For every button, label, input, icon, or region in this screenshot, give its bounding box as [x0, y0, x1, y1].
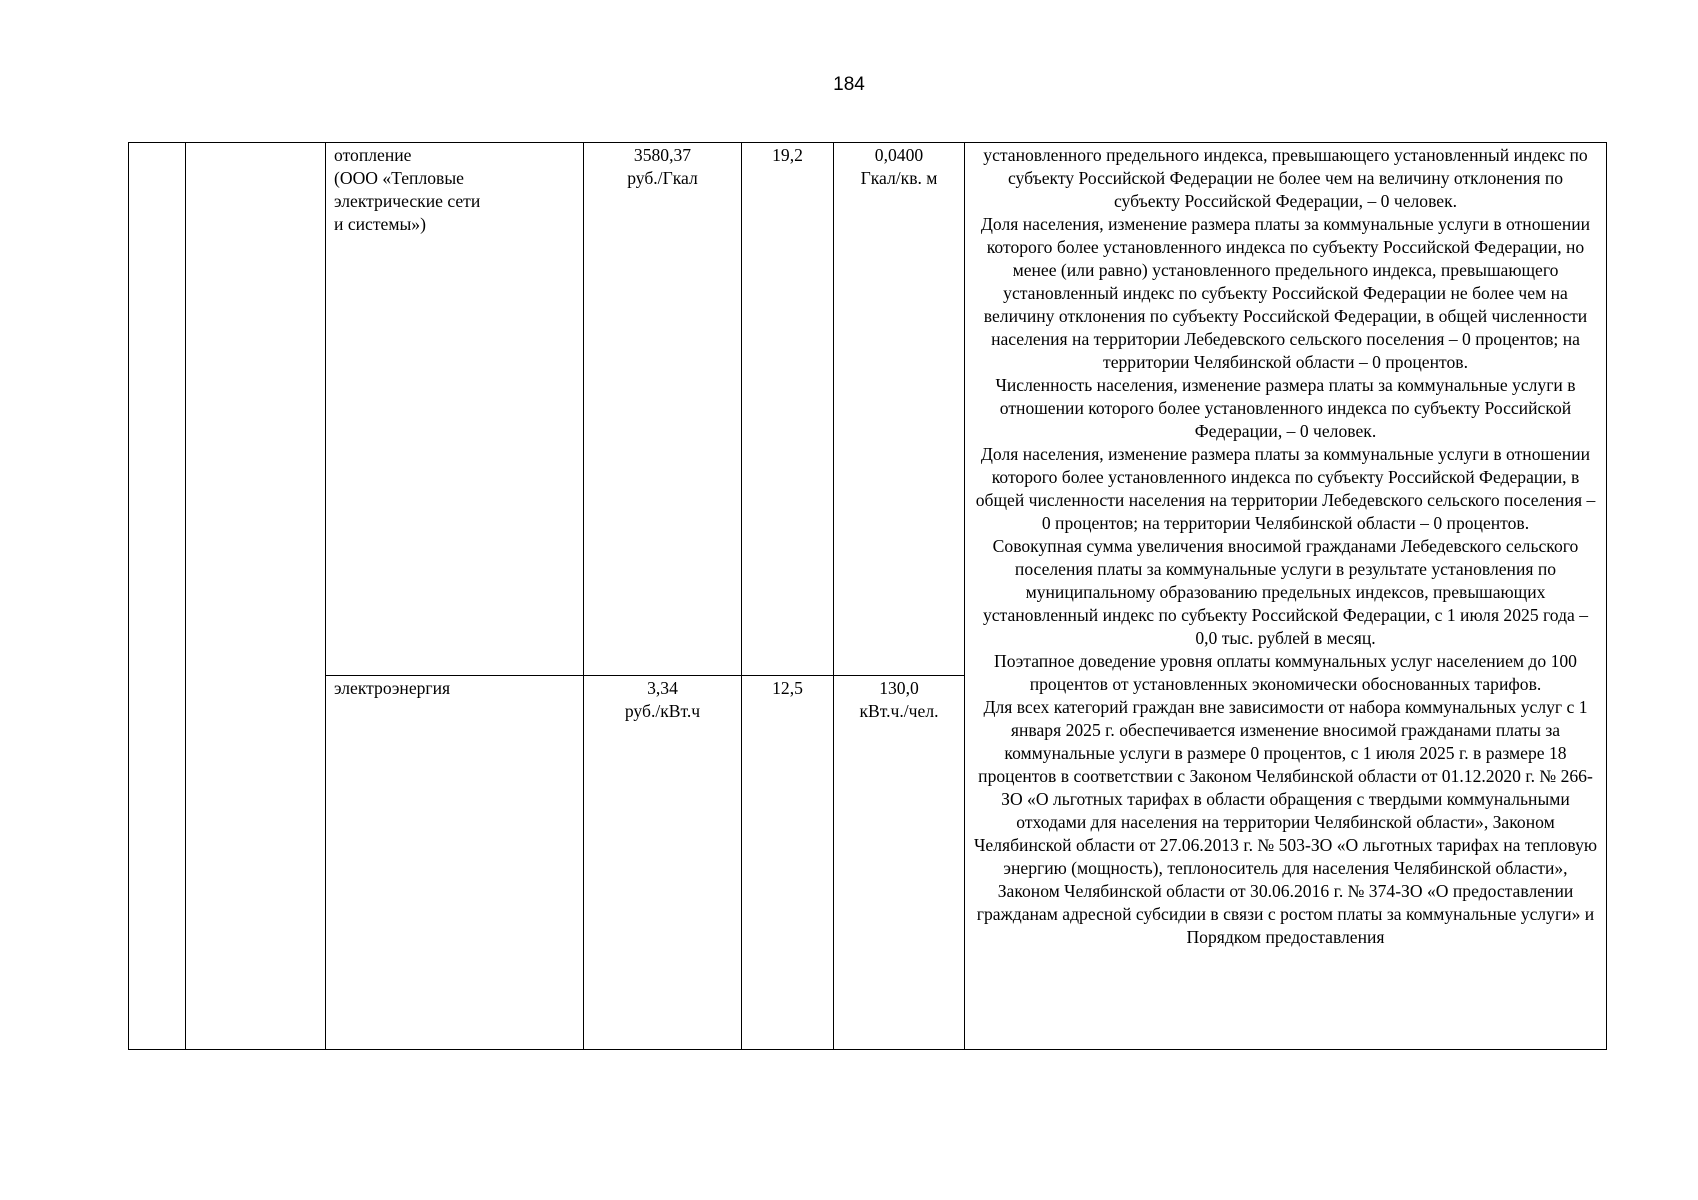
tariff-table	[128, 142, 1607, 1050]
description-paragraph: Доля населения, изменение размера платы за коммунальные услуги в отношении которого более установленного индекса по субъекту Российской Федерации, в общей численности населения на территории Лебедевского сельского поселения – 0 процентов; на территории Челябинской области – 0 процентов.	[975, 444, 1596, 533]
service-name: отопление (ООО «Тепловые электрические сети и системы»)	[326, 143, 584, 676]
tariff-cell	[584, 143, 742, 676]
description-paragraph: Поэтапное доведение уровня оплаты коммунальных услуг населением до 100 процентов от установленных экономически обоснованных тарифов.	[994, 651, 1577, 694]
description-paragraph: Для всех категорий граждан вне зависимости от набора коммунальных услуг с 1 января 2025 г. обеспечивается изменение вносимой гражданами платы за коммунальные услуги в размере 0 процентов, с 1 июля 2025 г. в размере 18 процентов в соответствии с Законом Челябинской области от 01.12.2020 г. № 266-ЗО «О льготных тарифах в области обращения с твердыми коммунальными отходами для населения на территории Челябинской области», Законом Челябинской области от 27.06.2013 г. № 503-ЗО «О льготных тарифах на тепловую энергию (мощность), теплоноситель для населения Челябинской области», Законом Челябинской области от 30.06.2016 г. № 374-ЗО «О предоставлении гражданам адресной субсидии в связи с ростом платы за коммунальные услуги» и Порядком предоставления	[973, 697, 1598, 947]
norm-unit: кВт.ч./чел.	[859, 701, 939, 721]
norm-value: 0,0400	[874, 145, 924, 165]
description-paragraph: Численность населения, изменение размера платы за коммунальные услуги в отношении которого более установленного индекса по субъекту Российской Федерации, – 0 человек.	[995, 375, 1576, 441]
norm-unit: Гкал/кв. м	[860, 168, 938, 188]
tariff-unit: руб./Гкал	[627, 168, 698, 188]
tariff-value: 3,34	[647, 678, 678, 698]
norm-cell	[834, 143, 965, 676]
description-cell	[965, 143, 1607, 1050]
norm-cell	[834, 676, 965, 1050]
service-name: электроэнергия	[326, 676, 584, 1050]
description-paragraph: Совокупная сумма увеличения вносимой гражданами Лебедевского сельского поселения платы за коммунальные услуги в результате установления по муниципальному образованию предельных индексов, превышающих установленный индекс по субъекту Российской Федерации, с 1 июля 2025 года – 0,0 тыс. рублей в месяц.	[982, 536, 1589, 648]
description-paragraph: установленного предельного индекса, превышающего установленный индекс по субъекту Российской Федерации не более чем на величину отклонения по субъекту Российской Федерации, – 0 человек.	[983, 145, 1588, 211]
tariff-unit: руб./кВт.ч	[624, 701, 701, 721]
tariff-value: 3580,37	[633, 145, 692, 165]
page-number: 184	[833, 74, 865, 95]
table-row	[129, 143, 1607, 676]
increase-value: 12,5	[742, 676, 834, 1050]
table-cell-empty	[129, 143, 186, 1050]
norm-value: 130,0	[879, 678, 919, 698]
table-cell-empty	[186, 143, 326, 1050]
increase-value: 19,2	[742, 143, 834, 676]
description-paragraph: Доля населения, изменение размера платы за коммунальные услуги в отношении которого более установленного индекса по субъекту Российской Федерации, но менее (или равно) установленного предельного индекса, превышающего установленный индекс по субъекту Российской Федерации не более чем на величину отклонения по субъекту Российской Федерации, в общей численности населения на территории Лебедевского сельского поселения – 0 процентов; на территории Челябинской области – 0 процентов.	[980, 214, 1591, 372]
tariff-cell	[584, 676, 742, 1050]
